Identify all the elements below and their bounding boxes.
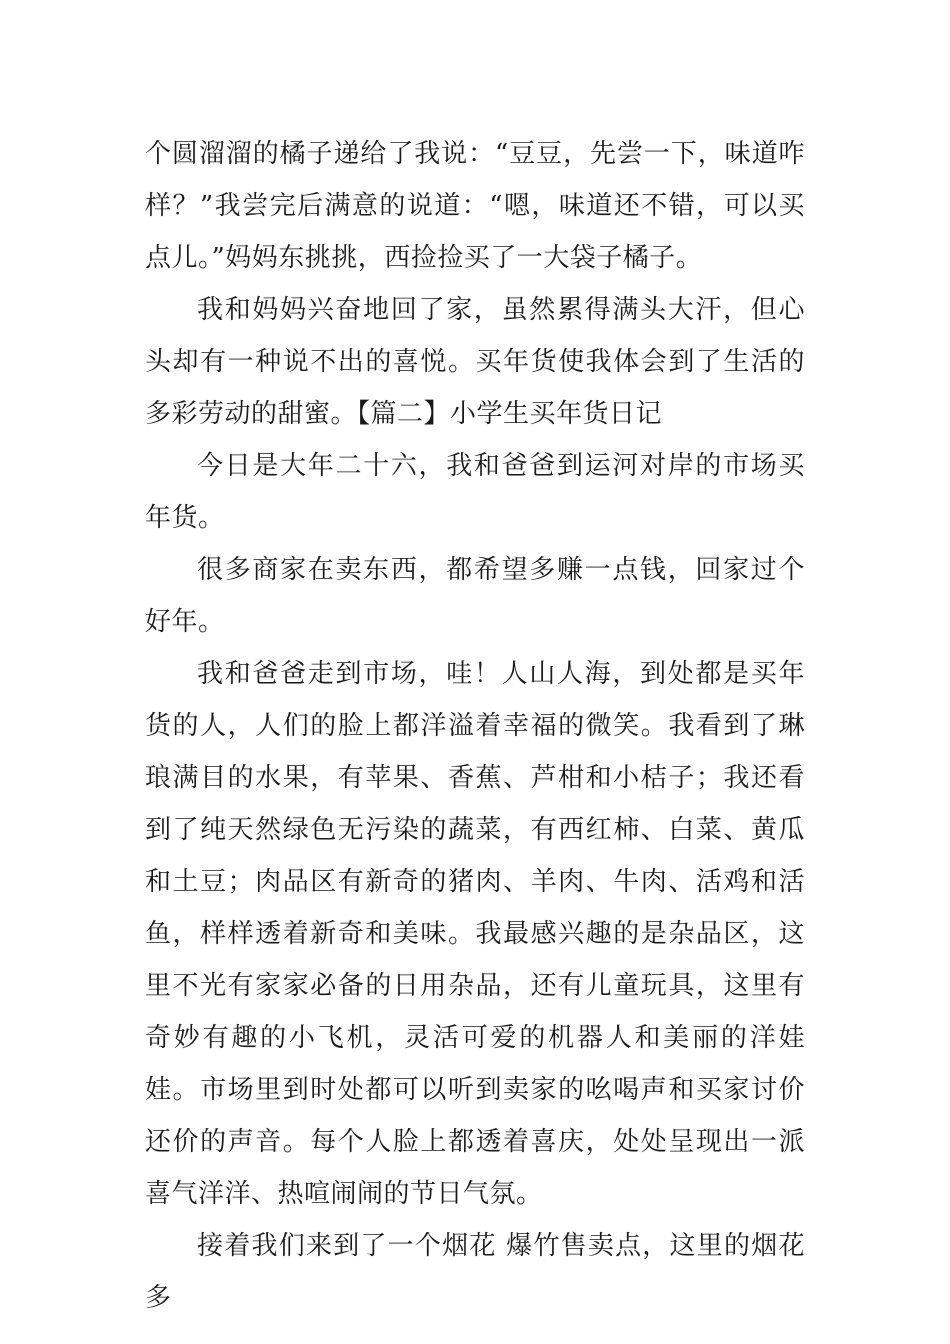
- paragraph-5: 我和爸爸走到市场，哇！人山人海，到处都是买年货的人，人们的脸上都洋溢着幸福的微笑。我看到了琳琅满目的水果，有苹果、香蕉、芦柑和小桔子；我还看到了纯天然绿色无污染的蔬菜，有西红柿、白菜、黄瓜和土豆；肉品区有新奇的猪肉、羊肉、牛肉、活鸡和活鱼，样样透着新奇和美味。我最感兴趣的是杂品区，这里不光有家家必备的日用杂品，还有儿童玩具，这里有奇妙有趣的小飞机，灵活可爱的机器人和美丽的洋娃娃。市场里到时处都可以听到卖家的吆喝声和买家讨价还价的声音。每个人脸上都透着喜庆，处处呈现出一派喜气洋洋、热喧闹闹的节日气氛。: [145, 659, 805, 1209]
- paragraph-6: 接着我们来到了一个烟花 爆竹售卖点，这里的烟花多: [145, 1231, 805, 1313]
- document-body: [145, 128, 805, 1324]
- paragraph-4: 很多商家在卖东西，都希望多赚一点钱，回家过个好年。: [145, 555, 805, 637]
- paragraph-3: 今日是大年二十六，我和爸爸到运河对岸的市场买年货。: [145, 451, 805, 533]
- paragraph-2: 我和妈妈兴奋地回了家，虽然累得满头大汗，但心头却有一种说不出的喜悦。买年货使我体会到了生活的多彩劳动的甜蜜。【篇二】小学生买年货日记: [145, 295, 805, 429]
- paragraph-1: 个圆溜溜的橘子递给了我说：“豆豆，先尝一下，味道咋样？”我尝完后满意的说道：“嗯，味道还不错，可以买点儿。”妈妈东挑挑，西捡捡买了一大袋子橘子。: [145, 139, 805, 273]
